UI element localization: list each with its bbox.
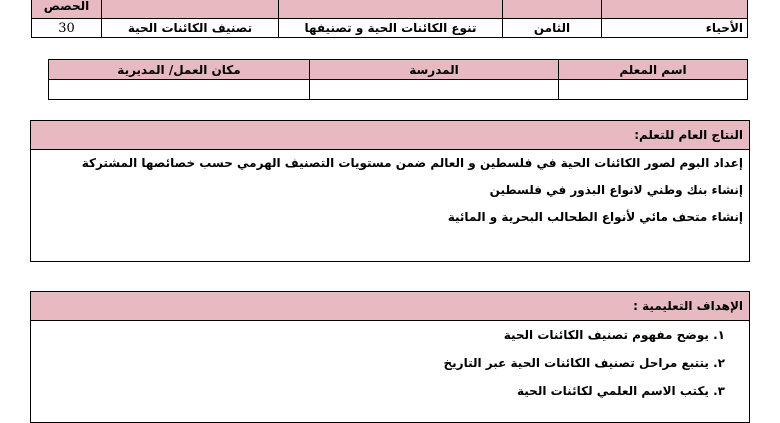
general-outcomes-title: النتاج العام للتعلم:: [31, 121, 749, 150]
header-cell: [602, 0, 748, 19]
subject-cell: الأحياء: [602, 19, 748, 38]
teacher-table: [48, 59, 748, 100]
objective-item: ٢. يتتبع مراحل تصنيف الكائنات الحية عبر التاريخ: [443, 356, 725, 370]
general-outcomes-box: [30, 120, 750, 262]
header-cell: [102, 0, 279, 19]
school-cell: [310, 80, 559, 100]
outcome-item: إنشاء متحف مائي لأنواع الطحالب البحرية و المائية: [447, 210, 743, 224]
outcome-item: إنشاء بنك وطني لانواع البذور في فلسطين: [489, 183, 743, 197]
header-cell: [503, 0, 602, 19]
school-header: المدرسة: [310, 60, 559, 80]
workplace-header: مكان العمل/ المديرية: [49, 60, 310, 80]
unit-cell: تنوع الكائنات الحية و تصنيفها: [279, 19, 503, 38]
teacher-name-header: اسم المعلم: [559, 60, 748, 80]
workplace-cell: [49, 80, 310, 100]
teacher-name-cell: [559, 80, 748, 100]
periods-header: الحصص: [32, 0, 102, 19]
lesson-cell: تصنيف الكائنات الحية: [102, 19, 279, 38]
header-cell: [279, 0, 503, 19]
learning-objectives-title: الإهداف التعليمية :: [31, 292, 749, 321]
objective-item: ١. يوضح مفهوم تصنيف الكائنات الحية: [503, 328, 725, 342]
grade-cell: الثامن: [503, 19, 602, 38]
lesson-info-table: [31, 0, 748, 38]
outcome-item: إعداد البوم لصور الكائنات الحية في فلسطين و العالم ضمن مستويات التصنيف الهرمي حسب خصائصها المشتركة: [81, 156, 743, 170]
objective-item: ٣. يكتب الاسم العلمي لكائنات الحية: [517, 384, 725, 398]
learning-objectives-box: [30, 291, 750, 423]
periods-cell: 30: [32, 19, 102, 38]
